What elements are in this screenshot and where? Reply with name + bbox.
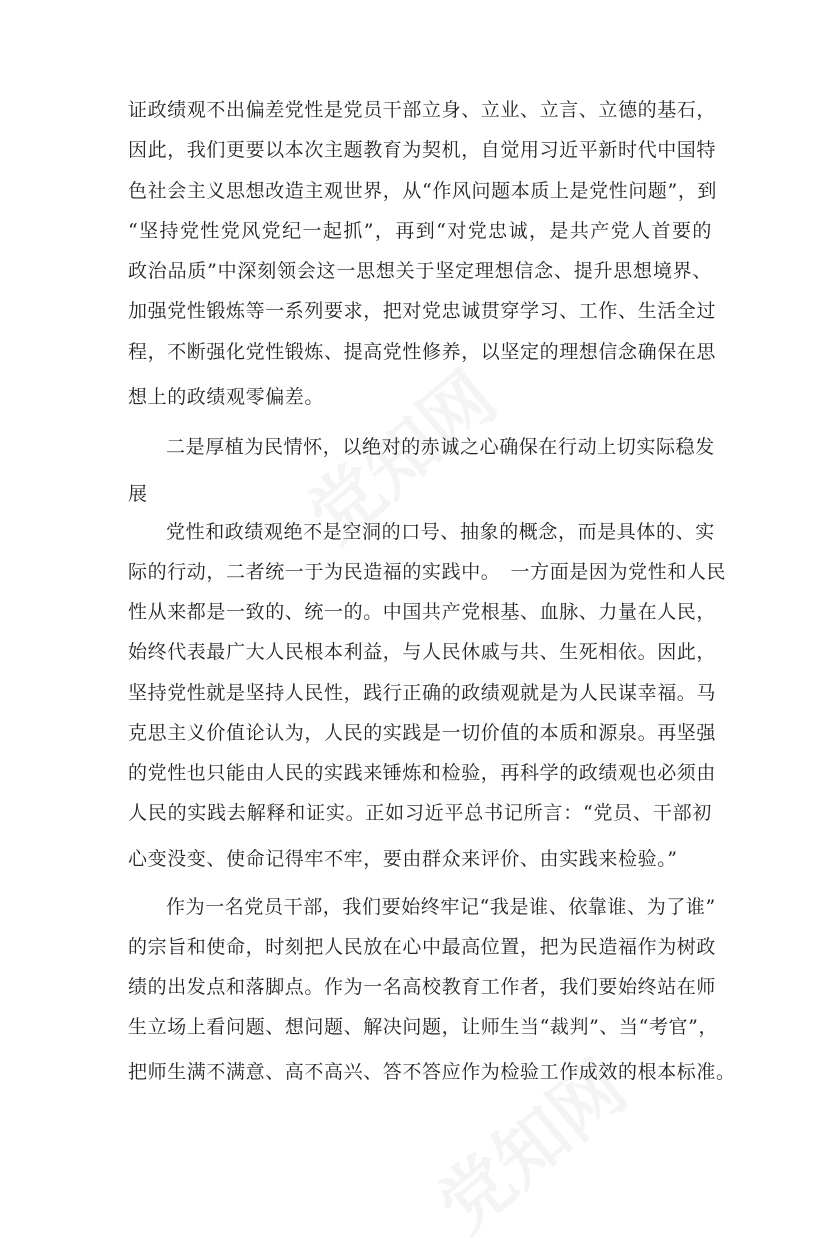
paragraph-line: 因此，我们更要以本次主题教育为契机，自觉用习近平新时代中国特 bbox=[128, 139, 717, 161]
paragraph-line: 坚持党性就是坚持人民性，践行正确的政绩观就是为人民谋幸福。马 bbox=[128, 682, 717, 704]
paragraph-line: 加强党性锻炼等一系列要求，把对党忠诚贯穿学习、工作、生活全过 bbox=[128, 300, 717, 322]
paragraph-line: 生立场上看问题、想问题、解决问题，让师生当“裁判”、当“考官”， bbox=[128, 1016, 719, 1038]
paragraph-line: 绩的出发点和落脚点。作为一名高校教育工作者，我们要始终站在师 bbox=[128, 976, 717, 998]
paragraph-line: 政治品质”中深刻领会这一思想关于坚定理想信念、提升思想境界、 bbox=[128, 260, 712, 282]
paragraph-line: 想上的政绩观零偏差。 bbox=[128, 386, 325, 408]
paragraph-line: 克思主义价值论认为，人民的实践是一切价值的本质和源泉。再坚强 bbox=[128, 722, 717, 744]
paragraph-line: 的宗旨和使命，时刻把人民放在心中最高位置，把为民造福作为树政 bbox=[128, 936, 717, 958]
section-heading-line: 二是厚植为民情怀，以绝对的赤诚之心确保在行动上切实际稳发 bbox=[166, 436, 715, 458]
paragraph-line: 人民的实践去解释和证实。正如习近平总书记所言：“党员、干部初 bbox=[128, 802, 712, 824]
paragraph-line: 党性和政绩观绝不是空洞的口号、抽象的概念，而是具体的、实 bbox=[166, 521, 715, 543]
paragraph-line: 证政绩观不出偏差党性是党员干部立身、立业、立言、立德的基石， bbox=[128, 99, 717, 121]
paragraph-line: 际的行动，二者统一于为民造福的实践中。 一方面是因为党性和人民 bbox=[128, 561, 727, 583]
paragraph-line: 作为一名党员干部，我们要始终牢记“我是谁、依靠谁、为了谁” bbox=[166, 896, 716, 918]
paragraph-line: 始终代表最广大人民根本利益，与人民休戚与共、生死相依。因此， bbox=[128, 641, 717, 663]
section-heading-line: 展 bbox=[128, 483, 148, 505]
paragraph-line: 心变没变、使命记得牢不牢，要由群众来评价、由实践来检验。” bbox=[128, 848, 678, 870]
paragraph-line: 的党性也只能由人民的实践来锤炼和检验，再科学的政绩观也必须由 bbox=[128, 762, 717, 784]
paragraph-line: 性从来都是一致的、统一的。中国共产党根基、血脉、力量在人民， bbox=[128, 601, 717, 623]
paragraph-line: 色社会主义思想改造主观世界，从“作风问题本质上是党性问题”，到 bbox=[128, 180, 718, 202]
paragraph-line: “坚持党性党风党纪一起抓”，再到“对党忠诚，是共产党人首要的 bbox=[128, 220, 712, 242]
paragraph-line: 把师生满不满意、高不高兴、答不答应作为检验工作成效的根本标准。 bbox=[128, 1061, 736, 1083]
paragraph-line: 程，不断强化党性锻炼、提高党性修养，以坚定的理想信念确保在思 bbox=[128, 341, 717, 363]
